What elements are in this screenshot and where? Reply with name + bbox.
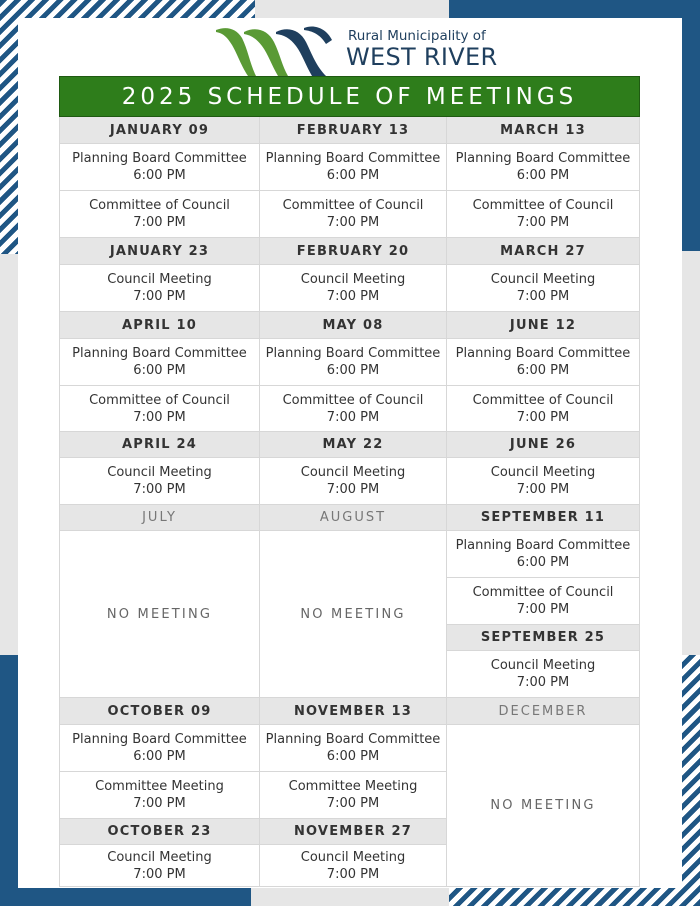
meeting-cell [447, 265, 640, 312]
meeting-cell [447, 651, 640, 698]
date-header: APRIL 10 [59, 312, 260, 339]
meeting-name: Planning Board Committee [455, 346, 631, 361]
meeting-time: 7:00 PM [133, 866, 186, 882]
meeting-name: Council Meeting [107, 272, 212, 287]
meeting-time: 7:00 PM [326, 409, 380, 425]
meeting-time: 7:00 PM [133, 215, 186, 230]
meeting-time: 7:00 PM [516, 675, 570, 690]
meeting-cell [447, 144, 640, 191]
meeting-cell [447, 578, 640, 625]
meeting-cell [447, 339, 640, 386]
meeting-name: Council Meeting [490, 658, 596, 673]
meeting-cell [260, 191, 447, 238]
date-header: FEBRUARY 13 [260, 117, 447, 144]
meeting-name: Planning Board Committee [72, 151, 247, 166]
meeting-name: Committee of Council [89, 198, 230, 213]
no-meeting-cell: NO MEETING [59, 531, 260, 698]
date-header: JUNE 12 [447, 312, 640, 339]
meeting-name: Committee of Council [472, 392, 614, 408]
meeting-time: 7:00 PM [516, 289, 570, 304]
meeting-name: Council Meeting [490, 272, 596, 287]
meeting-time: 7:00 PM [326, 866, 380, 882]
meeting-name: Planning Board Committee [455, 538, 631, 553]
meeting-cell [260, 386, 447, 432]
meeting-name: Planning Board Committee [455, 151, 631, 166]
meeting-cell [447, 191, 640, 238]
meeting-cell [260, 458, 447, 505]
meeting-cell [447, 386, 640, 432]
meeting-time: 7:00 PM [516, 602, 570, 617]
meeting-time: 6:00 PM [326, 168, 380, 183]
meeting-cell [260, 265, 447, 312]
date-header: FEBRUARY 20 [260, 238, 447, 265]
meeting-name: Planning Board Committee [72, 732, 247, 747]
logo-mark-icon [214, 20, 344, 76]
meeting-cell [59, 772, 260, 819]
meeting-cell [260, 339, 447, 386]
meeting-name: Planning Board Committee [265, 151, 441, 166]
date-header: MARCH 13 [447, 117, 640, 144]
meeting-time: 6:00 PM [133, 363, 186, 378]
meeting-cell [59, 144, 260, 191]
date-header: MARCH 27 [447, 238, 640, 265]
meeting-cell [447, 531, 640, 578]
meeting-time: 6:00 PM [133, 168, 186, 183]
no-meeting-cell: NO MEETING [447, 725, 640, 887]
meeting-time: 7:00 PM [326, 796, 380, 811]
meeting-cell [59, 386, 260, 432]
meeting-name: Planning Board Committee [265, 346, 441, 361]
date-header: NOVEMBER 13 [260, 698, 447, 725]
meeting-name: Council Meeting [490, 465, 596, 480]
meeting-name: Council Meeting [300, 849, 406, 865]
meeting-cell [59, 339, 260, 386]
meeting-time: 7:00 PM [516, 409, 570, 425]
meeting-name: Committee Meeting [288, 779, 418, 794]
meeting-name: Committee of Council [282, 392, 424, 408]
date-header: MAY 22 [260, 432, 447, 458]
meeting-time: 7:00 PM [516, 482, 570, 497]
meeting-name: Committee Meeting [95, 779, 224, 794]
meeting-name: Committee of Council [472, 585, 614, 600]
page-title: 2025 SCHEDULE OF MEETINGS [59, 76, 640, 117]
meeting-name: Council Meeting [300, 272, 406, 287]
municipality-logo [214, 20, 514, 76]
meeting-cell [260, 725, 447, 772]
date-header: SEPTEMBER 11 [447, 505, 640, 531]
meeting-time: 7:00 PM [326, 289, 380, 304]
meeting-time: 6:00 PM [516, 168, 570, 183]
logo-subtitle: Rural Municipality of [348, 28, 486, 44]
meeting-name: Planning Board Committee [72, 346, 247, 361]
meeting-time: 7:00 PM [516, 215, 570, 230]
meeting-time: 7:00 PM [326, 482, 380, 497]
meeting-cell [59, 458, 260, 505]
date-header: NOVEMBER 27 [260, 819, 447, 845]
date-header: JANUARY 09 [59, 117, 260, 144]
date-header: JANUARY 23 [59, 238, 260, 265]
meeting-name: Council Meeting [300, 465, 406, 480]
month-header: AUGUST [260, 505, 447, 531]
meeting-name: Committee of Council [472, 198, 614, 213]
meeting-time: 6:00 PM [516, 363, 570, 378]
meeting-name: Council Meeting [107, 465, 212, 480]
schedule-panel [18, 18, 682, 888]
no-meeting-cell: NO MEETING [260, 531, 447, 698]
meeting-time: 7:00 PM [326, 215, 380, 230]
meeting-name: Planning Board Committee [265, 732, 441, 747]
meeting-cell [59, 265, 260, 312]
meeting-time: 7:00 PM [133, 796, 186, 811]
meeting-cell [59, 845, 260, 887]
date-header: APRIL 24 [59, 432, 260, 458]
meeting-cell [59, 191, 260, 238]
date-header: MAY 08 [260, 312, 447, 339]
date-header: OCTOBER 09 [59, 698, 260, 725]
date-header: OCTOBER 23 [59, 819, 260, 845]
date-header: JUNE 26 [447, 432, 640, 458]
date-header: SEPTEMBER 25 [447, 625, 640, 651]
meeting-time: 6:00 PM [516, 555, 570, 570]
meeting-cell [447, 458, 640, 505]
meeting-time: 6:00 PM [133, 749, 186, 764]
month-header: DECEMBER [447, 698, 640, 725]
month-header: JULY [59, 505, 260, 531]
meeting-cell [260, 845, 447, 887]
meeting-cell [260, 144, 447, 191]
meeting-time: 7:00 PM [133, 482, 186, 497]
logo-title: WEST RIVER [346, 43, 498, 71]
meeting-time: 7:00 PM [133, 289, 186, 304]
meeting-time: 7:00 PM [133, 409, 186, 425]
meeting-cell [260, 772, 447, 819]
meeting-name: Committee of Council [282, 198, 424, 213]
meeting-cell [59, 725, 260, 772]
meeting-time: 6:00 PM [326, 363, 380, 378]
meeting-name: Committee of Council [89, 392, 230, 408]
meeting-time: 6:00 PM [326, 749, 380, 764]
meeting-name: Council Meeting [107, 849, 212, 865]
